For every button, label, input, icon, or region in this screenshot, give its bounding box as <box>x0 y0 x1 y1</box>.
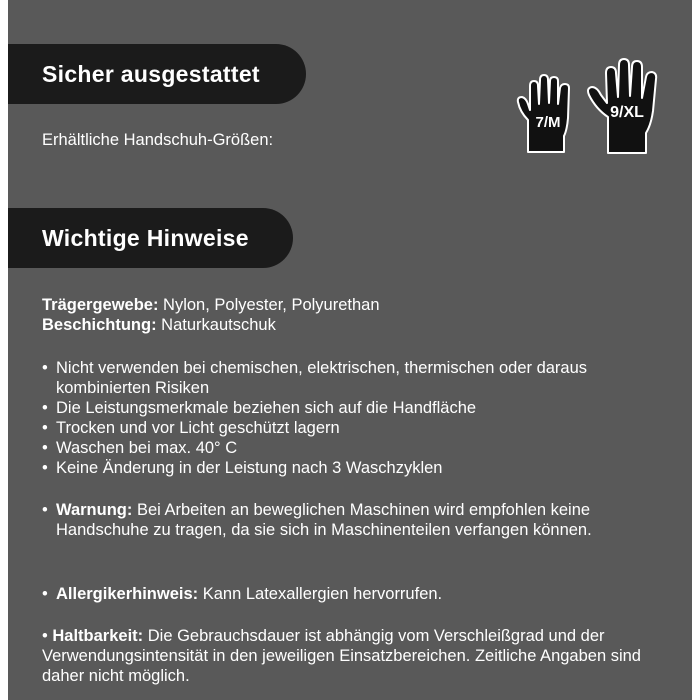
section-heading-equipped <box>8 44 306 104</box>
bullet-dot: • <box>42 439 48 457</box>
coating-value: Naturkautschuk <box>156 316 276 334</box>
section-heading-notes <box>8 208 293 268</box>
warning-note <box>42 500 684 540</box>
glove-size-m-label: 7/M <box>535 114 561 131</box>
glove-size-m <box>516 72 580 156</box>
sizes-label: Erhältliche Handschuh-Größen: <box>42 131 274 149</box>
list-item: • Waschen bei max. 40° C <box>42 439 238 457</box>
durability-text: Die Gebrauchsdauer ist abhängig vom Verschleißgrad und der Verwendungsintensität in den jeweiligen Einsatzbereichen. Zeitliche Angaben sind daher nicht möglich. <box>42 627 641 685</box>
material-label: Trägergewebe: <box>42 296 159 314</box>
bullet-dot: • <box>42 419 48 437</box>
bullet-dot: • <box>42 627 48 645</box>
durability-note <box>42 626 684 686</box>
bullet-dot: • <box>42 399 48 417</box>
coating-label: Beschichtung: <box>42 316 157 334</box>
material-value: Nylon, Polyester, Polyurethan <box>158 296 380 314</box>
coating-line <box>42 315 684 335</box>
warning-text: Bei Arbeiten an beweglichen Maschinen wird empfohlen keine Handschuhe zu tragen, da sie sich in Maschinenteilen verfangen können. <box>56 501 592 539</box>
list-item: • Die Leistungsmerkmale beziehen sich auf die Handfläche <box>42 399 477 417</box>
glove-size-xl-label: 9/XL <box>610 104 644 121</box>
bullet-dot: • <box>42 459 48 477</box>
material-line <box>42 295 684 315</box>
allergy-note <box>42 584 684 604</box>
allergy-text: Kann Latexallergien hervorrufen. <box>198 585 443 603</box>
section-heading-notes-text: Wichtige Hinweise <box>42 224 249 251</box>
section-heading-equipped-text: Sicher ausgestattet <box>42 60 260 87</box>
content-panel <box>8 0 692 700</box>
list-item: • Nicht verwenden bei chemischen, elektrischen, thermischen oder daraus kombinierten Risiken <box>42 359 588 397</box>
bullet-list <box>42 358 684 478</box>
bullet-dot: • <box>42 359 48 377</box>
list-item: • Trocken und vor Licht geschützt lagern <box>42 419 340 437</box>
bullet-dot: • <box>42 585 48 603</box>
warning-label: Warnung: <box>56 501 133 519</box>
allergy-label: Allergikerhinweis: <box>56 585 199 603</box>
durability-label: Haltbarkeit: <box>52 627 144 645</box>
glove-size-xl <box>586 57 668 157</box>
list-item: • Keine Änderung in der Leistung nach 3 Waschzyklen <box>42 459 443 477</box>
material-info <box>42 295 684 335</box>
bullet-dot: • <box>42 501 48 519</box>
